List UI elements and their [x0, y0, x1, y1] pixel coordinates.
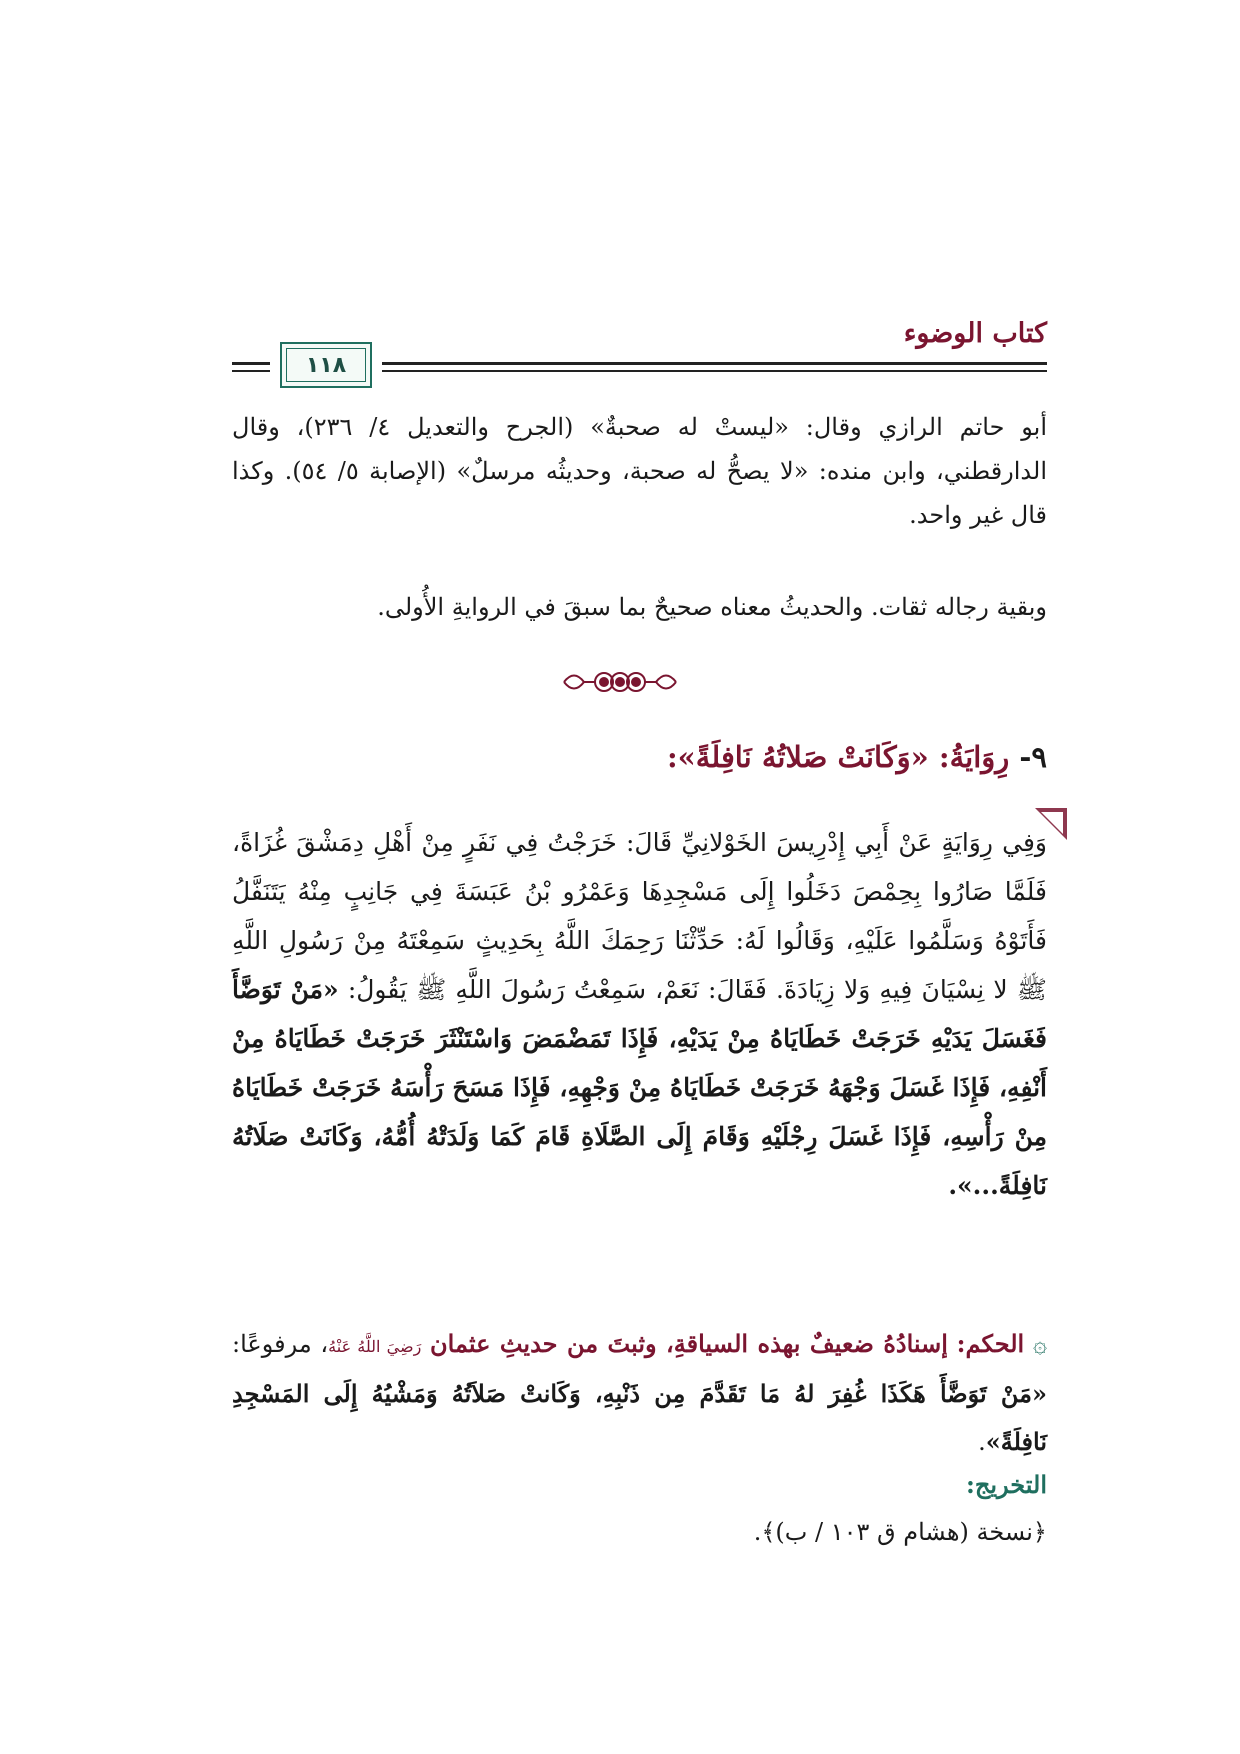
- page-number: ١١٨: [305, 352, 347, 378]
- header-rule: [232, 362, 270, 365]
- takhrij-heading: التخريج:: [966, 1470, 1047, 1499]
- page-header: [232, 318, 1047, 388]
- section-title: [667, 740, 1047, 774]
- header-rule: [382, 362, 1047, 365]
- narration-text: وَفِي رِوَايَةٍ عَنْ أَبِي إِدْرِيسَ الخَوْلانِيِّ قَالَ: خَرَجْتُ فِي نَفَرٍ مِنْ أَهْلِ دِمَشْقَ غُزَاةً، فَلَمَّا صَارُوا بِحِمْصَ دَخَلُوا إِلَى مَسْجِدِهَا وَعَمْرُو بْنُ عَبَسَةَ فِي جَانِبٍ مِنْهُ يَتَنَفَّلُ فَأَتَوْهُ وَسَلَّمُوا عَلَيْهِ، وَقَالُوا لَهُ: حَدِّثْنَا رَحِمَكَ اللَّهُ بِحَدِيثٍ سَمِعْتَهُ مِنْ رَسُولِ اللَّهِ ﷺ لا نِسْيَانَ فِيهِ وَلا زِيَادَةَ. فَقَالَ: نَعَمْ، سَمِعْتُ رَسُولَ اللَّهِ ﷺ يَقُولُ:: [232, 828, 1047, 1004]
- running-title: كتاب الوضوء: [903, 318, 1047, 349]
- paragraph-text: وبقية رجاله ثقات. والحديثُ معناه صحيحٌ بما سبقَ في الروايةِ الأُولى.: [377, 593, 1047, 621]
- ruling-end: .: [978, 1428, 986, 1456]
- ruling-text: ، مرفوعًا:: [232, 1330, 329, 1358]
- paragraph-narrator-notes: [232, 405, 1047, 537]
- section-heading: رِوَايَةُ: «وَكَانَتْ صَلاتُهُ نَافِلَةً»:: [666, 740, 1010, 774]
- hadith-narration: [232, 818, 1047, 1210]
- page-number-badge: [280, 342, 372, 388]
- ruling-marker-icon: ۞: [1032, 1330, 1047, 1358]
- paragraph-summary: [232, 585, 1047, 629]
- ornament-divider-icon: [560, 665, 680, 699]
- ruling-quote: «مَنْ تَوَضَّأَ هَكَذَا غُفِرَ لهُ مَا تَقَدَّمَ مِن ذَنْبِهِ، وَكَانتْ صَلاَتُهُ وَمَشْيُهُ إِلَى المَسْجِدِ نَافِلَةً»: [232, 1379, 1047, 1456]
- ruling-paragraph: [232, 1320, 1047, 1466]
- ruling-label: الحكم:: [956, 1329, 1025, 1358]
- header-rule: [382, 370, 1047, 372]
- paragraph-text: أبو حاتم الرازي وقال: «ليستْ له صحبةٌ» (الجرح والتعديل ٤/ ٢٣٦)، وقال الدارقطني، وابن منده: «لا يصحُّ له صحبة، وحديثُه مرسلٌ» (الإصابة ٥/ ٥٤). وكذا قال غير واحد.: [232, 413, 1048, 529]
- narration-quote: «مَنْ تَوَضَّأَ فَغَسَلَ يَدَيْهِ خَرَجَتْ خَطَايَاهُ مِنْ يَدَيْهِ، فَإِذَا تَمَضْمَضَ وَاسْتَنْثَرَ خَرَجَتْ خَطَايَاهُ مِنْ أَنْفِهِ، فَإِذَا غَسَلَ وَجْهَهُ خَرَجَتْ خَطَايَاهُ مِنْ وَجْهِهِ، فَإِذَا مَسَحَ رَأْسَهُ خَرَجَتْ خَطَايَاهُ مِنْ رَأْسِهِ، فَإِذَا غَسَلَ رِجْلَيْهِ وَقَامَ إِلَى الصَّلَاةِ قَامَ كَمَا وَلَدَتْهُ أُمُّهُ، وَكَانَتْ صَلَاتُهُ نَافِلَةً...».: [232, 975, 1047, 1200]
- header-rule: [232, 370, 270, 372]
- takhrij-source: ﴿نسخة (هشام ق ١٠٣ / ب)﴾.: [753, 1518, 1047, 1546]
- section-number: ٩-: [1019, 740, 1047, 774]
- ruling-verdict: إسنادُهُ ضعيفٌ بهذه السياقةِ، وثبتَ من حديثِ عثمان: [430, 1329, 948, 1358]
- honorific: رَضِيَ اللَّهُ عَنْهُ: [328, 1337, 422, 1356]
